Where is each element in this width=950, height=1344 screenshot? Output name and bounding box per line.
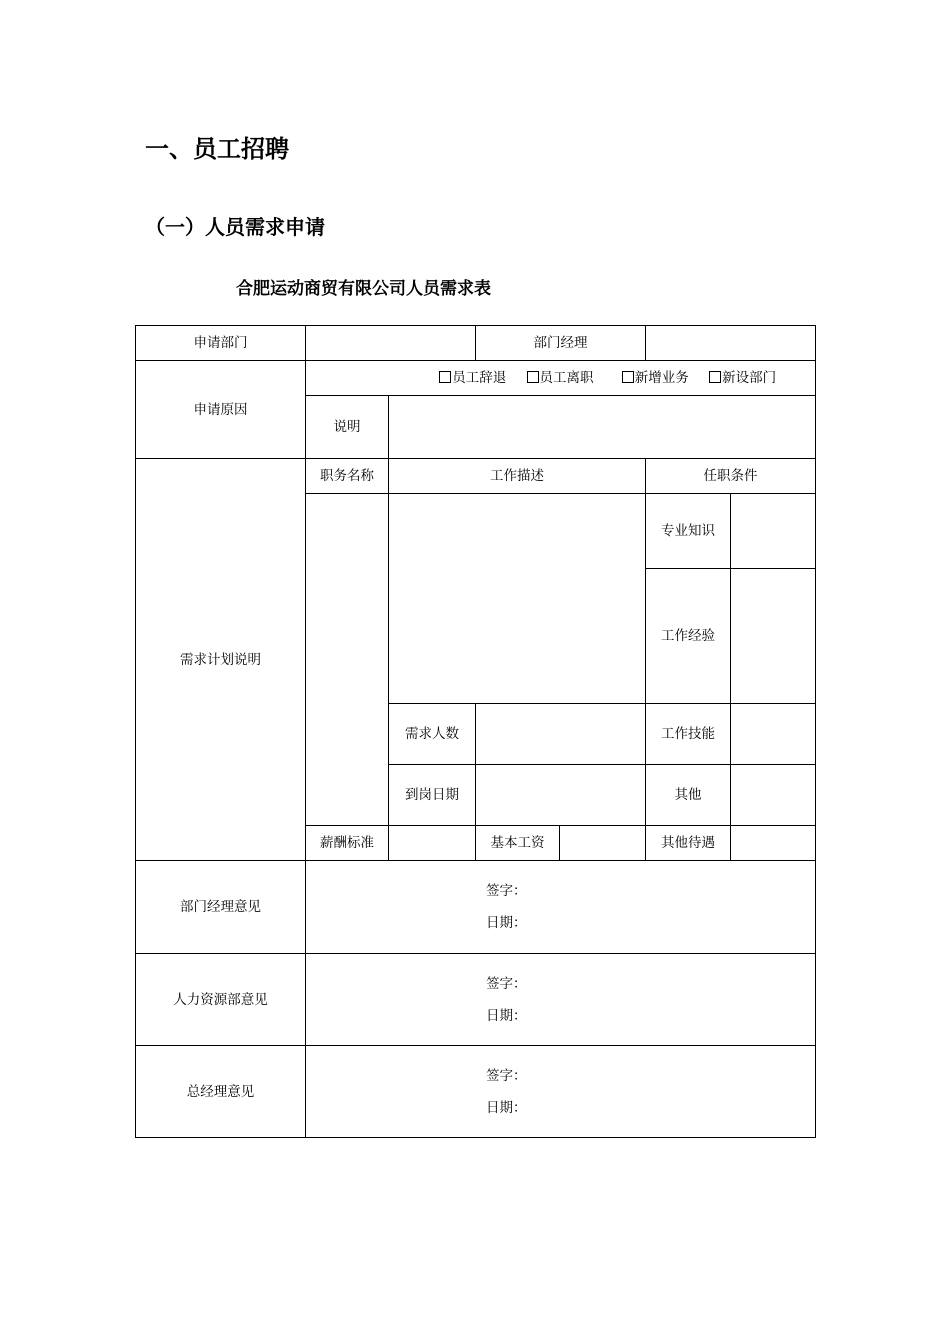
gm-opinion-field[interactable] bbox=[306, 1046, 816, 1138]
apply-reason-label: 申请原因 bbox=[136, 361, 306, 459]
hr-opinion-label: 人力资源部意见 bbox=[136, 954, 306, 1046]
sign-label: 签字： bbox=[486, 975, 527, 992]
job-desc-field[interactable] bbox=[389, 494, 646, 704]
form-title: 合肥运动商贸有限公司人员需求表 bbox=[236, 279, 491, 299]
base-salary-label: 基本工资 bbox=[476, 826, 560, 861]
personnel-request-form bbox=[135, 325, 816, 1138]
headcount-field[interactable] bbox=[476, 704, 646, 765]
date-label: 日期： bbox=[486, 915, 527, 931]
gm-opinion-label: 总经理意见 bbox=[136, 1046, 306, 1138]
hr-opinion-field[interactable] bbox=[306, 954, 816, 1046]
reason-option[interactable]: 员工辞退 bbox=[439, 370, 506, 386]
sign-label: 签字： bbox=[486, 883, 527, 899]
knowledge-label: 专业知识 bbox=[646, 494, 731, 569]
reason-option[interactable]: 新设部门 bbox=[709, 370, 776, 386]
other-field[interactable] bbox=[731, 765, 816, 826]
checkbox-icon[interactable] bbox=[709, 371, 721, 383]
explanation-field[interactable] bbox=[389, 396, 816, 459]
position-name-field[interactable] bbox=[306, 494, 389, 826]
explanation-label: 说明 bbox=[306, 396, 389, 459]
arrival-date-label: 到岗日期 bbox=[389, 765, 476, 826]
subsection-heading: （一）人员需求申请 bbox=[145, 215, 325, 239]
date-label: 日期： bbox=[486, 1007, 527, 1024]
arrival-date-field[interactable] bbox=[476, 765, 646, 826]
salary-field[interactable] bbox=[389, 826, 476, 861]
job-desc-label: 工作描述 bbox=[389, 459, 646, 494]
checkbox-icon[interactable] bbox=[527, 371, 539, 383]
dept-manager-field[interactable] bbox=[646, 326, 816, 361]
base-salary-field[interactable] bbox=[560, 826, 646, 861]
reason-option[interactable]: 新增业务 bbox=[622, 370, 689, 386]
section-heading: 一、员工招聘 bbox=[145, 135, 289, 163]
other-benefits-field[interactable] bbox=[731, 826, 816, 861]
sign-label: 签字： bbox=[486, 1067, 527, 1084]
salary-label: 薪酬标准 bbox=[306, 826, 389, 861]
qualifications-label: 任职条件 bbox=[646, 459, 816, 494]
experience-field[interactable] bbox=[731, 569, 816, 704]
dept-manager-opinion-field[interactable] bbox=[306, 861, 816, 954]
plan-label: 需求计划说明 bbox=[136, 459, 306, 861]
skills-label: 工作技能 bbox=[646, 704, 731, 765]
apply-dept-label: 申请部门 bbox=[136, 326, 306, 361]
experience-label: 工作经验 bbox=[646, 569, 731, 704]
reason-option[interactable]: 员工离职 bbox=[527, 370, 594, 386]
dept-manager-label: 部门经理 bbox=[476, 326, 646, 361]
dept-manager-opinion-label: 部门经理意见 bbox=[136, 861, 306, 954]
knowledge-field[interactable] bbox=[731, 494, 816, 569]
skills-field[interactable] bbox=[731, 704, 816, 765]
other-benefits-label: 其他待遇 bbox=[646, 826, 731, 861]
date-label: 日期： bbox=[486, 1099, 527, 1116]
other-label: 其他 bbox=[646, 765, 731, 826]
checkbox-icon[interactable] bbox=[622, 371, 634, 383]
checkbox-icon[interactable] bbox=[439, 371, 451, 383]
reason-options bbox=[306, 361, 816, 396]
apply-dept-field[interactable] bbox=[306, 326, 476, 361]
headcount-label: 需求人数 bbox=[389, 704, 476, 765]
position-name-label: 职务名称 bbox=[306, 459, 389, 494]
